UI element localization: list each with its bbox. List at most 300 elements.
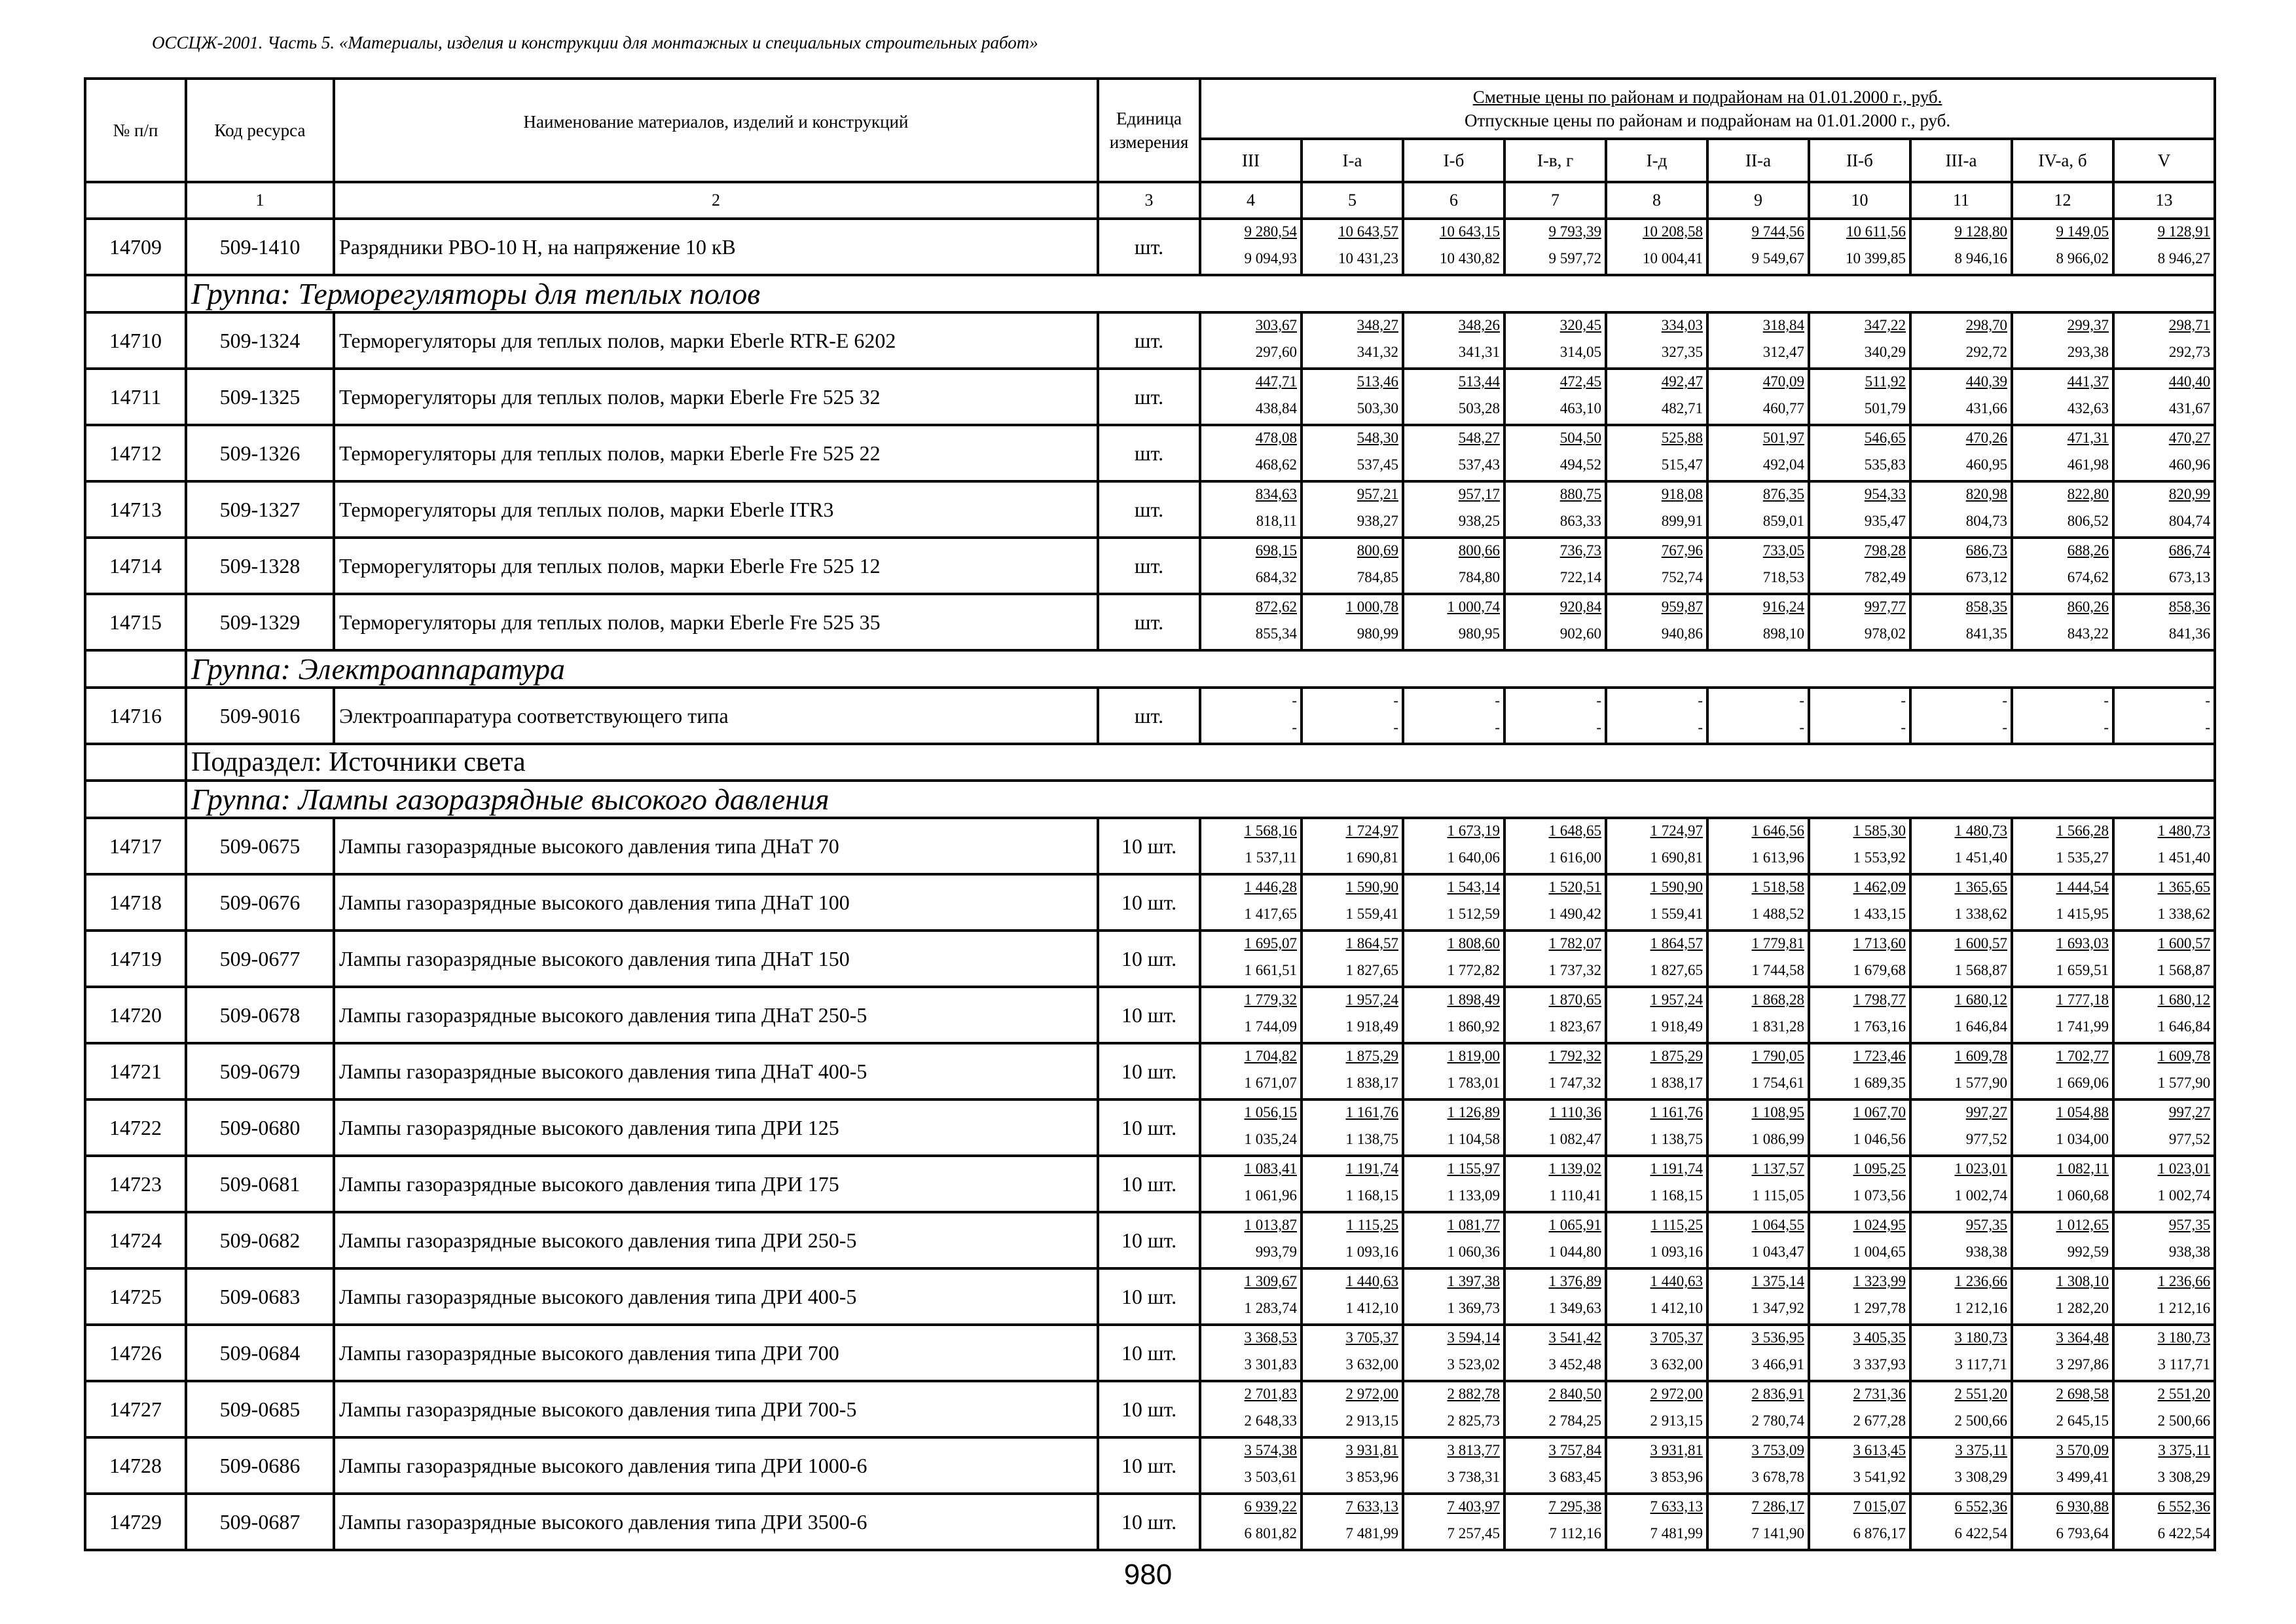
unit-of-measure: шт.	[1098, 538, 1200, 594]
release-price: 3 337,93	[1853, 1356, 1906, 1373]
release-price: 6 793,64	[2056, 1525, 2109, 1541]
price-cell	[2113, 688, 2215, 744]
price-cell	[1200, 688, 1302, 744]
estimate-price: 1 792,32	[1548, 1048, 1601, 1064]
estimate-price: 3 180,73	[2157, 1329, 2211, 1346]
estimate-price: 1 376,89	[1548, 1273, 1601, 1289]
header-region: III	[1200, 139, 1302, 182]
price-cell	[1809, 818, 1910, 874]
estimate-price: 880,75	[1559, 486, 1601, 502]
release-price: 515,47	[1661, 456, 1703, 473]
release-price: 7 112,16	[1549, 1525, 1601, 1541]
release-price: 1 559,41	[1345, 906, 1398, 922]
price-cell	[1606, 219, 1707, 275]
price-cell	[1200, 1043, 1302, 1099]
release-price: 992,59	[2067, 1244, 2109, 1260]
release-price: 7 257,45	[1447, 1525, 1500, 1541]
estimate-price: 1 000,78	[1345, 599, 1398, 615]
price-cell	[1302, 1099, 1403, 1156]
price-cell	[1707, 369, 1809, 425]
estimate-price: 1 137,57	[1751, 1160, 1804, 1177]
unit-of-measure: шт.	[1098, 219, 1200, 275]
row-number-blank	[85, 275, 186, 312]
column-number: 8	[1606, 182, 1707, 219]
estimate-price: 1 693,03	[2056, 935, 2109, 951]
price-cell	[1910, 481, 2012, 538]
estimate-price: 1 568,16	[1244, 822, 1297, 839]
estimate-price: 504,50	[1559, 430, 1601, 446]
item-name: Лампы газоразрядные высокого давления типа ДНаТ 250-5	[334, 987, 1098, 1043]
price-cell	[1606, 931, 1707, 987]
price-cell	[1910, 1494, 2012, 1550]
estimate-price: 1 161,76	[1345, 1104, 1398, 1120]
unit-of-measure: шт.	[1098, 594, 1200, 650]
price-cell	[2012, 1212, 2113, 1268]
release-price: 460,96	[2168, 456, 2211, 473]
estimate-price: 3 813,77	[1447, 1442, 1500, 1458]
price-cell	[1403, 987, 1504, 1043]
release-price: 1 433,15	[1853, 906, 1906, 922]
price-cell	[1606, 1268, 1707, 1325]
release-price: 3 297,86	[2056, 1356, 2109, 1373]
estimate-price: 1 365,65	[1954, 879, 2007, 895]
header-region: I-д	[1606, 139, 1707, 182]
estimate-price: 1 462,09	[1853, 879, 1906, 895]
release-price: 8 946,16	[1954, 250, 2007, 267]
release-price: 2 913,15	[1650, 1412, 1703, 1429]
release-price: 1 133,09	[1447, 1187, 1500, 1204]
price-cell	[1707, 538, 1809, 594]
release-price: 460,95	[1965, 456, 2007, 473]
release-price: -	[1393, 719, 1398, 735]
resource-code: 509-1327	[186, 481, 334, 538]
estimate-price: -	[1698, 692, 1703, 709]
release-price: 7 481,99	[1345, 1525, 1398, 1541]
subsection-heading: Подраздел: Источники света	[186, 744, 2215, 781]
price-cell	[2113, 874, 2215, 931]
estimate-price: 3 368,53	[1244, 1329, 1297, 1346]
release-price: -	[1292, 719, 1297, 735]
release-price: 1 490,42	[1548, 906, 1601, 922]
release-price: 818,11	[1256, 513, 1297, 529]
estimate-price: 1 440,63	[1345, 1273, 1398, 1289]
price-cell	[1809, 219, 1910, 275]
unit-of-measure: 10 шт.	[1098, 1212, 1200, 1268]
header-unit: Единица измерения	[1098, 79, 1200, 182]
estimate-price: 1 115,25	[1650, 1217, 1703, 1233]
header-name: Наименование материалов, изделий и конструкций	[334, 79, 1098, 182]
estimate-price: 916,24	[1762, 599, 1804, 615]
release-price: 1 744,09	[1244, 1018, 1297, 1035]
item-name: Терморегуляторы для теплых полов, марки Eberle Fre 525 22	[334, 425, 1098, 481]
release-price: 1 369,73	[1447, 1300, 1500, 1316]
price-cell	[1403, 1043, 1504, 1099]
release-price: -	[1596, 719, 1601, 735]
price-cell	[1606, 481, 1707, 538]
group-row	[85, 781, 2215, 818]
estimate-price: -	[1901, 692, 1906, 709]
release-price: 3 853,96	[1345, 1469, 1398, 1485]
release-price: 1 110,41	[1549, 1187, 1601, 1204]
price-cell	[1910, 1325, 2012, 1381]
estimate-price: 686,74	[2168, 542, 2211, 559]
price-cell	[1910, 594, 2012, 650]
price-cell	[2113, 818, 2215, 874]
price-cell	[2012, 425, 2113, 481]
price-cell	[1403, 1099, 1504, 1156]
price-cell	[1403, 1325, 1504, 1381]
unit-of-measure: шт.	[1098, 688, 1200, 744]
release-price: 6 422,54	[1954, 1525, 2007, 1541]
estimate-price: 2 840,50	[1548, 1386, 1601, 1402]
price-cell	[1200, 425, 1302, 481]
release-price: 327,35	[1661, 344, 1703, 360]
estimate-price: 957,17	[1458, 486, 1500, 502]
estimate-price: 470,09	[1762, 373, 1804, 390]
price-cell	[1910, 1212, 2012, 1268]
estimate-price: 1 397,38	[1447, 1273, 1500, 1289]
resource-code: 509-0680	[186, 1099, 334, 1156]
release-price: 863,33	[1559, 513, 1601, 529]
table-row	[85, 1268, 2215, 1325]
estimate-price: 334,03	[1661, 317, 1703, 333]
price-cell	[1606, 1381, 1707, 1437]
release-price: 341,31	[1458, 344, 1500, 360]
estimate-price: 1 702,77	[2056, 1048, 2109, 1064]
release-price: 1 338,62	[2157, 906, 2211, 922]
release-price: 7 141,90	[1751, 1525, 1804, 1541]
estimate-price: 736,73	[1559, 542, 1601, 559]
release-price: 993,79	[1255, 1244, 1297, 1260]
estimate-price: 3 364,48	[2056, 1329, 2109, 1346]
estimate-price: 1 155,97	[1447, 1160, 1500, 1177]
release-price: 3 683,45	[1548, 1469, 1601, 1485]
row-number: 14718	[85, 874, 186, 931]
price-cell	[1707, 425, 1809, 481]
price-cell	[1606, 1494, 1707, 1550]
release-price: 1 093,16	[1345, 1244, 1398, 1260]
estimate-price: 525,88	[1661, 430, 1703, 446]
estimate-price: 3 180,73	[1954, 1329, 2007, 1346]
release-price: 1 104,58	[1447, 1131, 1500, 1147]
price-cell	[1504, 538, 1606, 594]
release-price: 3 301,83	[1244, 1356, 1297, 1373]
release-price: 6 422,54	[2157, 1525, 2211, 1541]
release-price: 940,86	[1661, 625, 1703, 642]
release-price: 1 060,36	[1447, 1244, 1500, 1260]
estimate-price: 10 643,15	[1440, 223, 1500, 240]
table-row	[85, 1156, 2215, 1212]
release-price: 1 349,63	[1548, 1300, 1601, 1316]
release-price: 10 431,23	[1338, 250, 1398, 267]
column-number: 13	[2113, 182, 2215, 219]
price-cell	[2113, 1494, 2215, 1550]
price-cell	[1200, 1268, 1302, 1325]
release-price: 2 677,28	[1853, 1412, 1906, 1429]
estimate-price: 3 753,09	[1751, 1442, 1804, 1458]
column-number: 4	[1200, 182, 1302, 219]
release-price: 3 678,78	[1751, 1469, 1804, 1485]
table-row	[85, 1381, 2215, 1437]
release-price: 2 780,74	[1751, 1412, 1804, 1429]
resource-code: 509-0679	[186, 1043, 334, 1099]
estimate-price: 2 882,78	[1447, 1386, 1500, 1402]
estimate-price: 1 875,29	[1345, 1048, 1398, 1064]
price-cell	[1302, 1437, 1403, 1494]
release-price: 3 632,00	[1345, 1356, 1398, 1373]
price-cell	[1504, 1437, 1606, 1494]
page-number: 980	[1123, 1559, 1173, 1591]
estimate-price: 1 680,12	[1954, 991, 2007, 1008]
estimate-price: 733,05	[1762, 542, 1804, 559]
price-cell	[1910, 931, 2012, 987]
estimate-price: 1 000,74	[1447, 599, 1500, 615]
estimate-price: 858,36	[2168, 599, 2211, 615]
resource-code: 509-0687	[186, 1494, 334, 1550]
price-cell	[1606, 1099, 1707, 1156]
estimate-price: 320,45	[1559, 317, 1601, 333]
price-cell	[2012, 1268, 2113, 1325]
release-price: 752,74	[1661, 569, 1703, 585]
release-price: 1 613,96	[1751, 849, 1804, 866]
price-cell	[1910, 987, 2012, 1043]
release-price: 460,77	[1762, 400, 1804, 416]
price-cell	[1200, 1099, 1302, 1156]
estimate-price: 1 308,10	[2056, 1273, 2109, 1289]
estimate-price: 513,44	[1458, 373, 1500, 390]
price-cell	[1200, 1212, 1302, 1268]
release-price: 1 661,51	[1244, 962, 1297, 978]
estimate-price: 7 295,38	[1548, 1498, 1601, 1515]
table-row	[85, 1494, 2215, 1550]
price-cell	[1403, 1268, 1504, 1325]
price-cell	[1302, 594, 1403, 650]
price-cell	[1707, 1325, 1809, 1381]
price-cell	[1200, 987, 1302, 1043]
release-price: 1 747,32	[1548, 1075, 1601, 1091]
estimate-price: 876,35	[1762, 486, 1804, 502]
unit-of-measure: 10 шт.	[1098, 1156, 1200, 1212]
release-price: -	[2205, 719, 2211, 735]
estimate-price: 688,26	[2067, 542, 2109, 559]
estimate-price: 6 939,22	[1244, 1498, 1297, 1515]
estimate-price: 1 898,49	[1447, 991, 1500, 1008]
release-price: 898,10	[1762, 625, 1804, 642]
release-price: 503,30	[1357, 400, 1398, 416]
unit-of-measure: 10 шт.	[1098, 1043, 1200, 1099]
row-number: 14723	[85, 1156, 186, 1212]
price-cell	[1504, 987, 1606, 1043]
release-price: 9 094,93	[1244, 250, 1297, 267]
price-cell	[1606, 874, 1707, 931]
estimate-price: 1 081,77	[1447, 1217, 1500, 1233]
release-price: 432,63	[2067, 400, 2109, 416]
item-name: Разрядники РВО-10 Н, на напряжение 10 кВ	[334, 219, 1098, 275]
price-cell	[1910, 1043, 2012, 1099]
price-cell	[2113, 931, 2215, 987]
release-price: 1 168,15	[1650, 1187, 1703, 1204]
estimate-price: 9 793,39	[1548, 223, 1601, 240]
estimate-price: 347,22	[1864, 317, 1906, 333]
release-price: 292,73	[2168, 344, 2211, 360]
price-cell	[1707, 481, 1809, 538]
release-price: 722,14	[1559, 569, 1601, 585]
row-number: 14710	[85, 312, 186, 369]
release-price: 438,84	[1255, 400, 1297, 416]
row-number: 14714	[85, 538, 186, 594]
estimate-price: 1 082,11	[2056, 1160, 2109, 1177]
row-number-blank	[85, 744, 186, 781]
release-price: 2 825,73	[1447, 1412, 1500, 1429]
header-region: III-а	[1910, 139, 2012, 182]
price-cell	[1200, 931, 1302, 987]
release-price: 1 002,74	[1954, 1187, 2007, 1204]
estimate-price: 472,45	[1559, 373, 1601, 390]
estimate-price: -	[2002, 692, 2007, 709]
row-number: 14726	[85, 1325, 186, 1381]
table-row	[85, 1212, 2215, 1268]
estimate-price: 1 446,28	[1244, 879, 1297, 895]
estimate-price: 1 600,57	[1954, 935, 2007, 951]
release-price: 1 616,00	[1548, 849, 1601, 866]
price-cell	[1403, 1494, 1504, 1550]
price-cell	[2012, 312, 2113, 369]
price-cell	[1403, 594, 1504, 650]
unit-of-measure: 10 шт.	[1098, 931, 1200, 987]
release-price: 1 338,62	[1954, 906, 2007, 922]
estimate-price: 2 972,00	[1650, 1386, 1703, 1402]
price-cell	[2113, 369, 2215, 425]
price-cell	[2113, 1156, 2215, 1212]
price-cell	[2113, 987, 2215, 1043]
table-row	[85, 1437, 2215, 1494]
price-cell	[2012, 219, 2113, 275]
estimate-price: 3 536,95	[1751, 1329, 1804, 1346]
price-cell	[1200, 1437, 1302, 1494]
row-number-blank	[85, 650, 186, 688]
release-price: 431,66	[1965, 400, 2007, 416]
estimate-price: 1 782,07	[1548, 935, 1601, 951]
release-price: 1 754,61	[1751, 1075, 1804, 1091]
subsection-row	[85, 744, 2215, 781]
price-cell	[1606, 688, 1707, 744]
release-price: 8 966,02	[2056, 250, 2109, 267]
price-cell	[1707, 1099, 1809, 1156]
column-number: 7	[1504, 182, 1606, 219]
release-price: 468,62	[1255, 456, 1297, 473]
group-heading: Группа: Электроаппаратура	[186, 650, 2215, 688]
resource-code: 509-9016	[186, 688, 334, 744]
item-name: Лампы газоразрядные высокого давления типа ДРИ 250-5	[334, 1212, 1098, 1268]
release-price: 1 034,00	[2056, 1131, 2109, 1147]
price-cell	[1403, 538, 1504, 594]
group-heading: Группа: Лампы газоразрядные высокого давления	[186, 781, 2215, 818]
release-price: 806,52	[2067, 513, 2109, 529]
price-cell	[1707, 1212, 1809, 1268]
price-cell	[1809, 931, 1910, 987]
release-price: 1 168,15	[1345, 1187, 1398, 1204]
estimate-price: 1 191,74	[1650, 1160, 1703, 1177]
release-price: 492,04	[1762, 456, 1804, 473]
release-price: 8 946,27	[2157, 250, 2211, 267]
estimate-price: 872,62	[1255, 599, 1297, 615]
estimate-price: 470,27	[2168, 430, 2211, 446]
price-cell	[1809, 594, 1910, 650]
table-row	[85, 1325, 2215, 1381]
release-price: 938,27	[1357, 513, 1398, 529]
estimate-price: 954,33	[1864, 486, 1906, 502]
price-cell	[1606, 1325, 1707, 1381]
estimate-price: 957,21	[1357, 486, 1398, 502]
price-cell	[1809, 425, 1910, 481]
estimate-price: 6 552,36	[1954, 1498, 2007, 1515]
table-row	[85, 1099, 2215, 1156]
estimate-price: -	[2104, 692, 2109, 709]
release-price: 673,12	[1965, 569, 2007, 585]
price-cell	[1504, 1494, 1606, 1550]
release-price: 340,29	[1864, 344, 1906, 360]
estimate-price: 1 648,65	[1548, 822, 1601, 839]
release-price: 1 415,95	[2056, 906, 2109, 922]
row-number: 14712	[85, 425, 186, 481]
column-number: 9	[1707, 182, 1809, 219]
release-price: 1 347,92	[1751, 1300, 1804, 1316]
estimate-price: 1 444,54	[2056, 879, 2109, 895]
price-cell	[2113, 1268, 2215, 1325]
price-cell	[1606, 1437, 1707, 1494]
price-cell	[1403, 369, 1504, 425]
estimate-price: 2 698,58	[2056, 1386, 2109, 1402]
group-row	[85, 650, 2215, 688]
release-price: 293,38	[2067, 344, 2109, 360]
price-cell	[1504, 425, 1606, 481]
estimate-price: 478,08	[1255, 430, 1297, 446]
estimate-price: 548,27	[1458, 430, 1500, 446]
price-cell	[1606, 312, 1707, 369]
price-cell	[1403, 1437, 1504, 1494]
release-price: 977,52	[1965, 1131, 2007, 1147]
estimate-price: 318,84	[1762, 317, 1804, 333]
estimate-price: 1 590,90	[1650, 879, 1703, 895]
estimate-price: 1 868,28	[1751, 991, 1804, 1008]
estimate-price: 3 757,84	[1548, 1442, 1601, 1458]
price-cell	[2113, 1212, 2215, 1268]
table-row	[85, 818, 2215, 874]
table-row	[85, 219, 2215, 275]
release-price: 1 212,16	[1954, 1300, 2007, 1316]
unit-of-measure: 10 шт.	[1098, 1381, 1200, 1437]
estimate-price: 10 208,58	[1643, 223, 1703, 240]
estimate-price: 1 480,73	[1954, 822, 2007, 839]
header-code: Код ресурса	[186, 79, 334, 182]
header-num: № п/п	[85, 79, 186, 182]
price-cell	[2113, 594, 2215, 650]
estimate-price: 1 139,02	[1548, 1160, 1601, 1177]
estimate-price: 1 957,24	[1650, 991, 1703, 1008]
estimate-price: 3 375,11	[2158, 1442, 2211, 1458]
release-price: 1 737,32	[1548, 962, 1601, 978]
release-price: 1 831,28	[1751, 1018, 1804, 1035]
column-number: 11	[1910, 182, 2012, 219]
price-cell	[1200, 481, 1302, 538]
estimate-price: 3 705,37	[1345, 1329, 1398, 1346]
price-cell	[1707, 1156, 1809, 1212]
estimate-price: 1 798,77	[1853, 991, 1906, 1008]
release-price: 1 838,17	[1345, 1075, 1398, 1091]
estimate-price: 9 149,05	[2056, 223, 2109, 240]
estimate-price: 1 695,07	[1244, 935, 1297, 951]
price-cell	[1910, 538, 2012, 594]
